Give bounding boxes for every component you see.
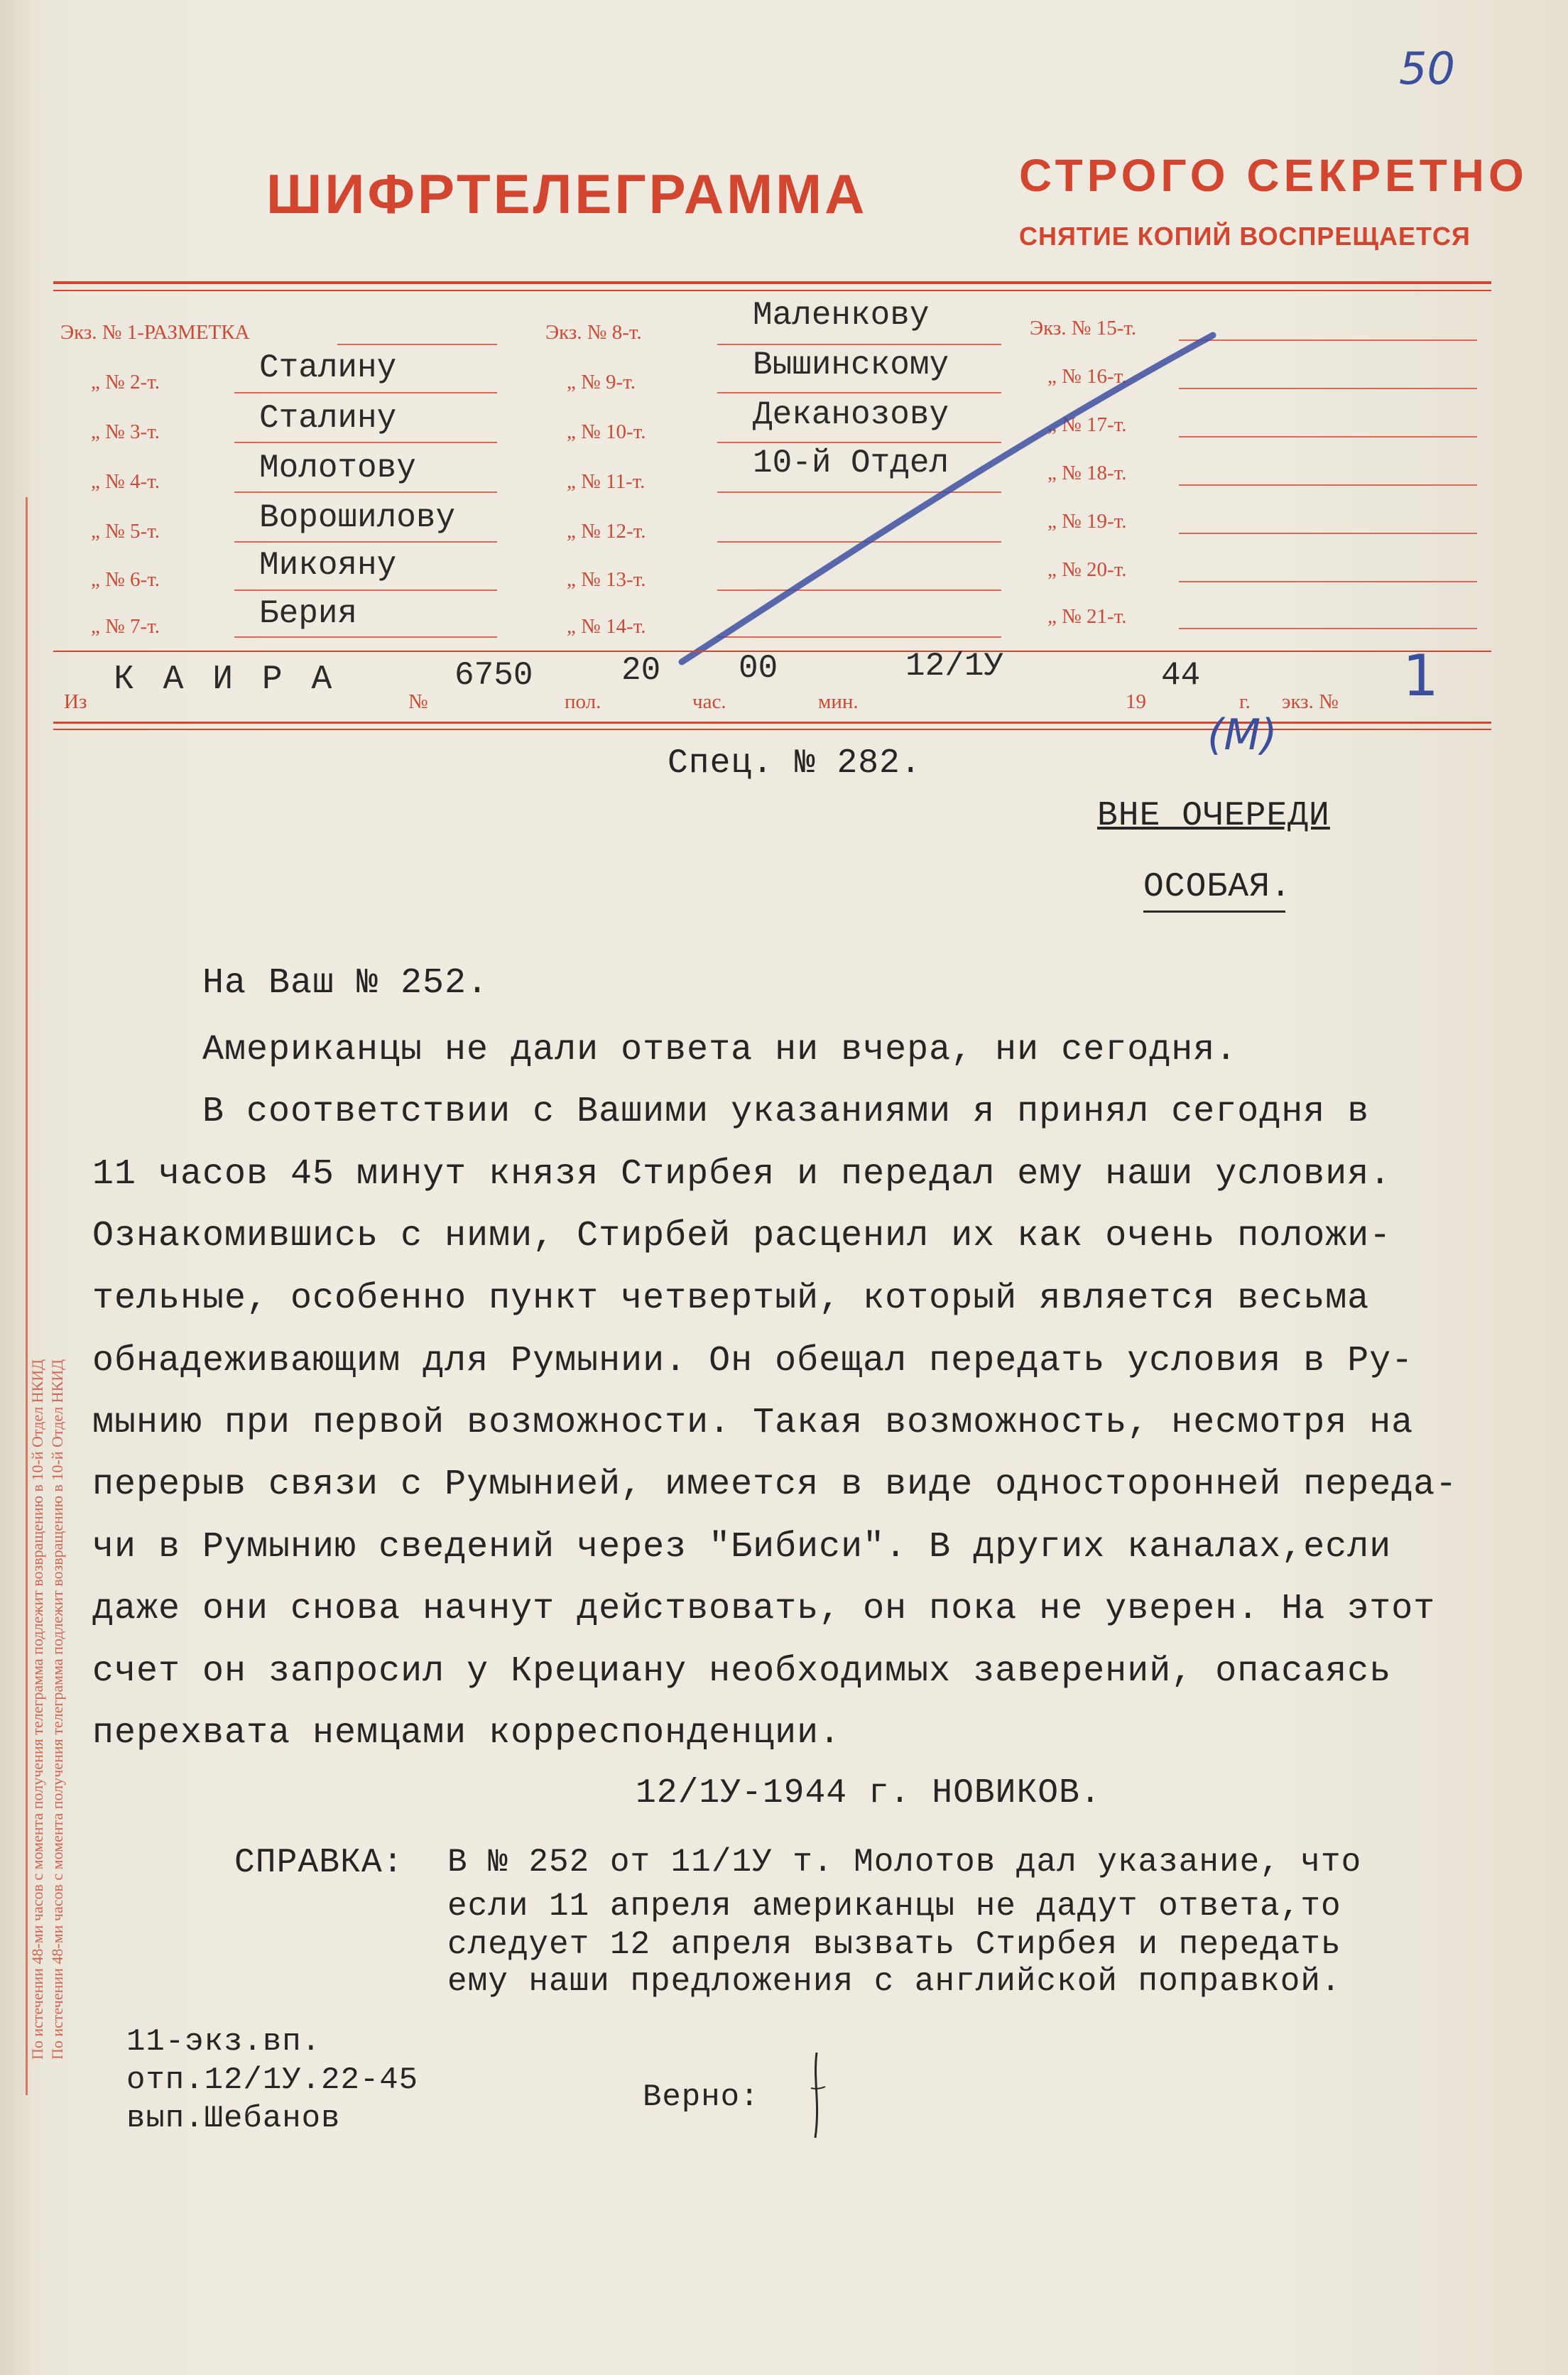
- minute-value: 00: [739, 650, 778, 687]
- body-line: мынию при первой возможности. Такая возможность, несмотря на: [92, 1403, 1414, 1443]
- copy-label: „ № 19-т.: [1047, 510, 1127, 533]
- page-number: 50: [1399, 43, 1455, 94]
- body-line: перерыв связи с Румынией, имеется в виде односторонней переда-: [92, 1464, 1458, 1505]
- recipient: Ворошилову: [259, 499, 456, 536]
- year-prefix: 19: [1126, 690, 1146, 713]
- margin-note: По истечении 48-ми часов с момента получения телеграмма подлежит возвращению в 10-й Отдел НКИД: [28, 1359, 46, 2060]
- no-copy-notice: СНЯТИЕ КОПИЙ ВОСПРЕЩАЕТСЯ: [1019, 222, 1471, 251]
- copy-label: „ № 21-т.: [1047, 605, 1127, 628]
- copy-label: „ № 16-т.: [1047, 365, 1127, 388]
- copy-label: „ № 12-т.: [567, 520, 646, 543]
- copy-label: „ № 4-т.: [91, 470, 160, 493]
- year-label: г.: [1239, 690, 1251, 713]
- recipient: 10-й Отдел: [753, 445, 949, 482]
- recipient: Сталину: [259, 349, 397, 386]
- secret-stamp: СТРОГО СЕКРЕТНО: [1019, 150, 1528, 201]
- message-number: 6750: [454, 657, 533, 694]
- date-value: 12/1У: [905, 648, 1004, 685]
- body-line: Ознакомившись с ними, Стирбей расценил их как очень положи-: [92, 1216, 1392, 1256]
- body-line: тельные, особенно пункт четвертый, который является весьма: [92, 1278, 1370, 1319]
- body-line: В соответствии с Вашими указаниями я принял сегодня в: [202, 1092, 1370, 1132]
- copy-label: „ № 11-т.: [567, 470, 646, 493]
- copy-label: Экз. № 8-т.: [545, 321, 642, 344]
- copy-label: „ № 17-т.: [1047, 413, 1127, 436]
- body-line: даже они снова начнут действовать, он пока не уверен. На этот: [92, 1589, 1436, 1629]
- copy-label: „ № 14-т.: [567, 615, 646, 638]
- special-label: ОСОБАЯ.: [1143, 868, 1292, 906]
- copy-no-label: экз. №: [1282, 690, 1339, 713]
- copy-label: „ № 7-т.: [91, 615, 160, 638]
- recipient: Микояну: [259, 547, 397, 584]
- document-title: ШИФРТЕЛЕГРАММА: [266, 163, 868, 225]
- copy-label: „ № 10-т.: [567, 420, 646, 443]
- copy-label: „ № 3-т.: [91, 420, 160, 443]
- copy-label: „ № 20-т.: [1047, 558, 1127, 581]
- verified-signature: [795, 2045, 838, 2145]
- hour-label: час.: [692, 690, 726, 713]
- recipient: Деканозову: [753, 396, 949, 433]
- footer-line: отп.12/1У.22-45: [126, 2062, 419, 2098]
- recipient: Вышинскому: [753, 347, 949, 384]
- footer-line: вып.Шебанов: [126, 2101, 341, 2136]
- minute-label: мин.: [818, 690, 859, 713]
- copy-label: „ № 9-т.: [567, 371, 636, 393]
- copy-no-value: 1: [1403, 643, 1439, 709]
- copy-label: „ № 2-т.: [91, 371, 160, 393]
- copy-label: Экз. № 1-РАЗМЕТКА: [60, 321, 250, 344]
- reference-line: ему наши предложения с английской поправкой.: [447, 1963, 1341, 2000]
- year-value: 44: [1161, 657, 1201, 694]
- special-underline: [1143, 911, 1285, 913]
- spec-number: Спец. № 282.: [668, 744, 922, 783]
- recipient: Маленкову: [753, 297, 930, 334]
- body-line: перехвата немцами корреспонденции.: [92, 1713, 842, 1754]
- priority-label: ВНЕ ОЧЕРЕДИ: [1097, 797, 1330, 835]
- hour-value: 20: [621, 652, 661, 689]
- number-label: №: [408, 690, 428, 713]
- body-line: обнадеживающим для Румынии. Он обещал передать условия в Ру-: [92, 1341, 1414, 1381]
- from-city: К А И Р А: [114, 661, 337, 699]
- verified-label: Верно:: [643, 2080, 760, 2115]
- copy-label: „ № 13-т.: [567, 568, 646, 591]
- recipient: Берия: [259, 595, 358, 632]
- received-label: пол.: [565, 690, 601, 713]
- from-label: Из: [64, 690, 87, 713]
- reference-label: СПРАВКА:: [234, 1844, 404, 1882]
- copy-label: „ № 18-т.: [1047, 462, 1127, 484]
- body-line: счет он запросил у Крециану необходимых заверений, опасаясь: [92, 1651, 1392, 1692]
- body-line: Американцы не дали ответа ни вчера, ни сегодня.: [202, 1030, 1238, 1070]
- reference-line: если 11 апреля американцы не дадут ответа,то: [447, 1888, 1341, 1925]
- copy-label: „ № 5-т.: [91, 520, 160, 543]
- reference-line: В № 252 от 11/1У т. Молотов дал указание, что: [447, 1844, 1362, 1881]
- body-line: 11 часов 45 минут князя Стирбея и передал ему наши условия.: [92, 1154, 1392, 1195]
- copy-label: „ № 6-т.: [91, 568, 160, 591]
- footer-line: 11-экз.вп.: [126, 2024, 322, 2060]
- copy-label: Экз. № 15-т.: [1030, 317, 1137, 339]
- handwritten-mark: (М): [1207, 710, 1278, 760]
- signature-line: 12/1У-1944 г. НОВИКОВ.: [636, 1774, 1101, 1812]
- recipient: Молотову: [259, 450, 416, 487]
- margin-note-2: По истечении 48-ми часов с момента получения телеграмма подлежит возвращению в 10-й Отдел НКИД: [48, 1359, 66, 2060]
- recipient: Сталину: [259, 400, 397, 437]
- body-line: чи в Румынию сведений через "Бибиси". В других каналах,если: [92, 1527, 1392, 1567]
- reference-line: следует 12 апреля вызвать Стирбея и передать: [447, 1926, 1341, 1963]
- body-line: На Ваш № 252.: [202, 963, 489, 1004]
